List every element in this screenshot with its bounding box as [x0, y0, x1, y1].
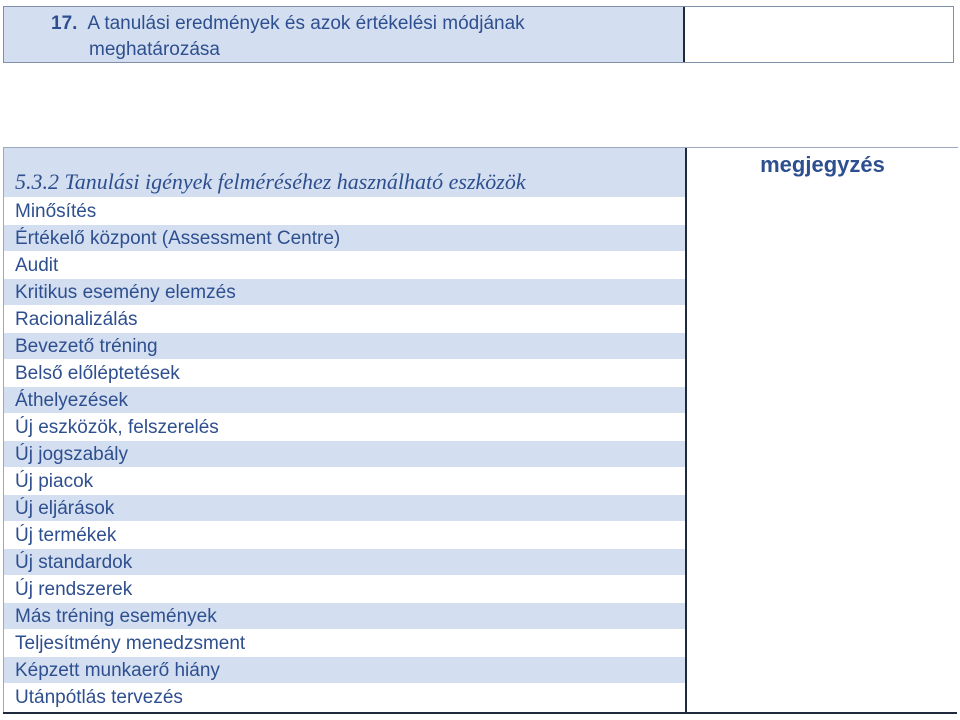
list-item: Racionalizálás	[4, 305, 685, 332]
tools-list	[4, 148, 685, 710]
list-item: Teljesítmény menedzsment	[4, 629, 685, 656]
section-title-line2: meghatározása	[89, 39, 220, 60]
list-item: Bevezető tréning	[4, 332, 685, 359]
section-header-cell	[4, 7, 685, 62]
list-item: Áthelyezések	[4, 386, 685, 413]
section-number: 17.	[51, 13, 78, 34]
list-item: Új eszközök, felszerelés	[4, 413, 685, 440]
list-item: Minősítés	[4, 197, 685, 224]
notes-column	[687, 148, 958, 713]
list-item: Új jogszabály	[4, 440, 685, 467]
list-item: Értékelő központ (Assessment Centre)	[4, 224, 685, 251]
table-bottom-border	[3, 712, 957, 714]
section-title-line1: A tanulási eredmények és azok értékelési módjának	[87, 13, 525, 34]
list-item: Új piacok	[4, 467, 685, 494]
notes-header: megjegyzés	[760, 152, 885, 177]
list-item: Belső előléptetések	[4, 359, 685, 386]
list-item: Képzett munkaerő hiány	[4, 656, 685, 683]
tools-table	[3, 147, 958, 713]
table-title: 5.3.2 Tanulási igények felméréséhez használható eszközök	[4, 148, 685, 197]
list-item: Új rendszerek	[4, 575, 685, 602]
list-item: Utánpótlás tervezés	[4, 683, 685, 710]
section-header-empty-cell	[685, 7, 953, 62]
list-item: Új eljárások	[4, 494, 685, 521]
list-item: Új termékek	[4, 521, 685, 548]
section-header-table	[3, 6, 954, 63]
list-item: Más tréning események	[4, 602, 685, 629]
list-item: Új standardok	[4, 548, 685, 575]
list-item: Audit	[4, 251, 685, 278]
list-item: Kritikus esemény elemzés	[4, 278, 685, 305]
